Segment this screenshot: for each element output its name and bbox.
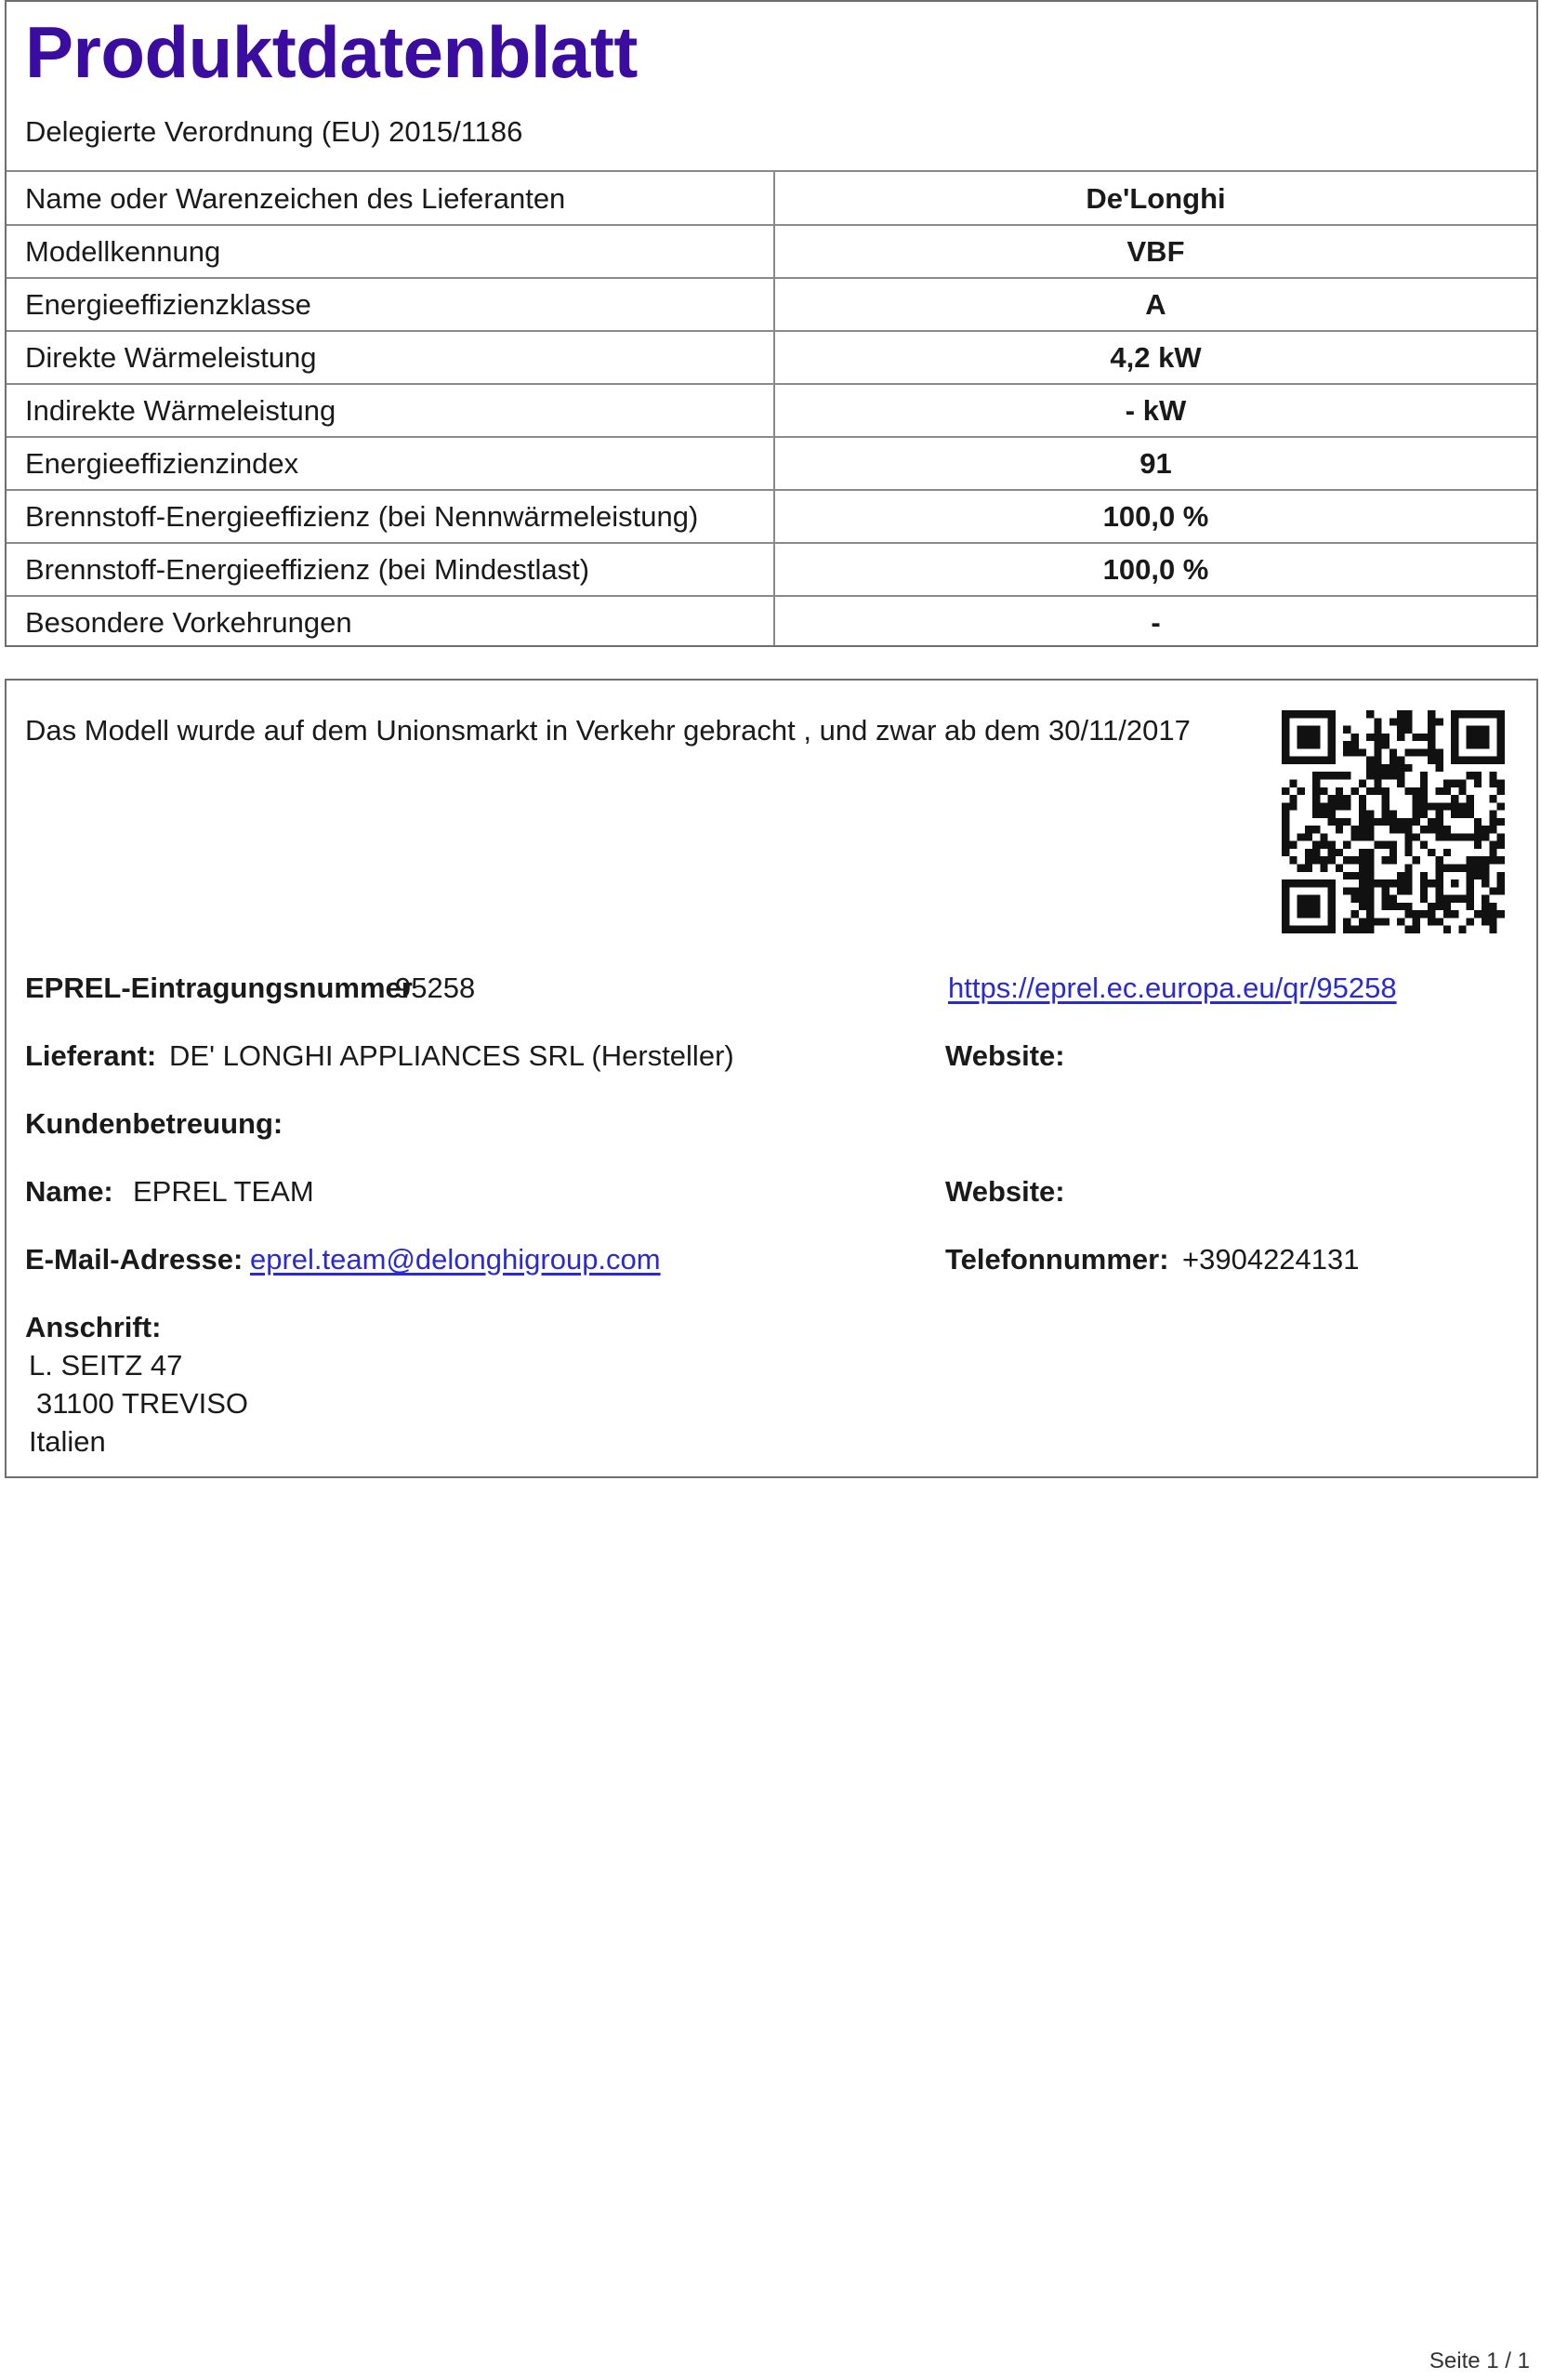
table-row (7, 172, 1536, 225)
row-value: VBF (1126, 235, 1185, 268)
table-row (7, 543, 1536, 596)
row-label: Name oder Warenzeichen des Lieferanten (25, 182, 566, 215)
table-row (7, 278, 1536, 331)
row-value: 100,0 % (1102, 500, 1209, 533)
table-row (7, 437, 1536, 490)
row-label: Energieeffizienzindex (25, 447, 299, 480)
row-value: 100,0 % (1102, 553, 1209, 586)
qr-code-icon (1282, 710, 1505, 933)
registration-section (5, 679, 1538, 1478)
row-value: A (1145, 288, 1166, 321)
regulation-subtitle: Delegierte Verordnung (EU) 2015/1186 (25, 115, 523, 148)
customer-service-label: Kundenbetreuung: (25, 1107, 283, 1140)
product-table (7, 172, 1536, 645)
row-label: Brennstoff-Energieeffizienz (bei Nennwärmeleistung) (25, 500, 699, 533)
website-label: Website: (945, 1039, 1065, 1072)
eprel-number: 95258 (395, 972, 476, 1004)
name-label: Name: (25, 1175, 113, 1208)
row-label: Modellkennung (25, 235, 221, 268)
table-row (7, 384, 1536, 437)
table-row (7, 490, 1536, 543)
table-row (7, 596, 1536, 649)
address-line-1: L. SEITZ 47 (29, 1349, 183, 1382)
row-label: Direkte Wärmeleistung (25, 341, 317, 374)
row-value: - (1151, 606, 1161, 639)
eprel-link[interactable]: https://eprel.ec.europa.eu/qr/95258 (948, 972, 1397, 1004)
eprel-label: EPREL-Eintragungsnummer (25, 972, 413, 1004)
page-number: Seite 1 / 1 (1429, 2348, 1530, 2373)
row-label: Besondere Vorkehrungen (25, 606, 352, 639)
website-label-2: Website: (945, 1175, 1065, 1208)
row-label: Indirekte Wärmeleistung (25, 394, 336, 427)
table-row (7, 225, 1536, 278)
product-data-section (5, 0, 1538, 647)
address-line-2: 31100 TREVISO (36, 1387, 249, 1420)
name-value: EPREL TEAM (133, 1175, 314, 1208)
market-text: Das Modell wurde auf dem Unionsmarkt in Verkehr gebracht , und zwar ab dem 30/11/2017 (25, 714, 1191, 747)
table-row (7, 331, 1536, 384)
supplier-value: DE' LONGHI APPLIANCES SRL (Hersteller) (169, 1039, 734, 1072)
row-label: Brennstoff-Energieeffizienz (bei Mindestlast) (25, 553, 590, 586)
row-value: De'Longhi (1086, 182, 1226, 215)
row-label: Energieeffizienzklasse (25, 288, 311, 321)
address-line-3: Italien (29, 1425, 106, 1458)
row-value: - kW (1125, 394, 1187, 427)
email-link[interactable]: eprel.team@delonghigroup.com (250, 1243, 661, 1276)
email-label: E-Mail-Adresse: (25, 1243, 244, 1276)
phone-label: Telefonnummer: (945, 1243, 1169, 1276)
supplier-label: Lieferant: (25, 1039, 157, 1072)
address-label: Anschrift: (25, 1311, 162, 1343)
phone-value: +3904224131 (1182, 1243, 1360, 1276)
row-value: 4,2 kW (1110, 341, 1202, 374)
page-title: Produktdatenblatt (25, 11, 638, 93)
row-value: 91 (1139, 447, 1172, 480)
